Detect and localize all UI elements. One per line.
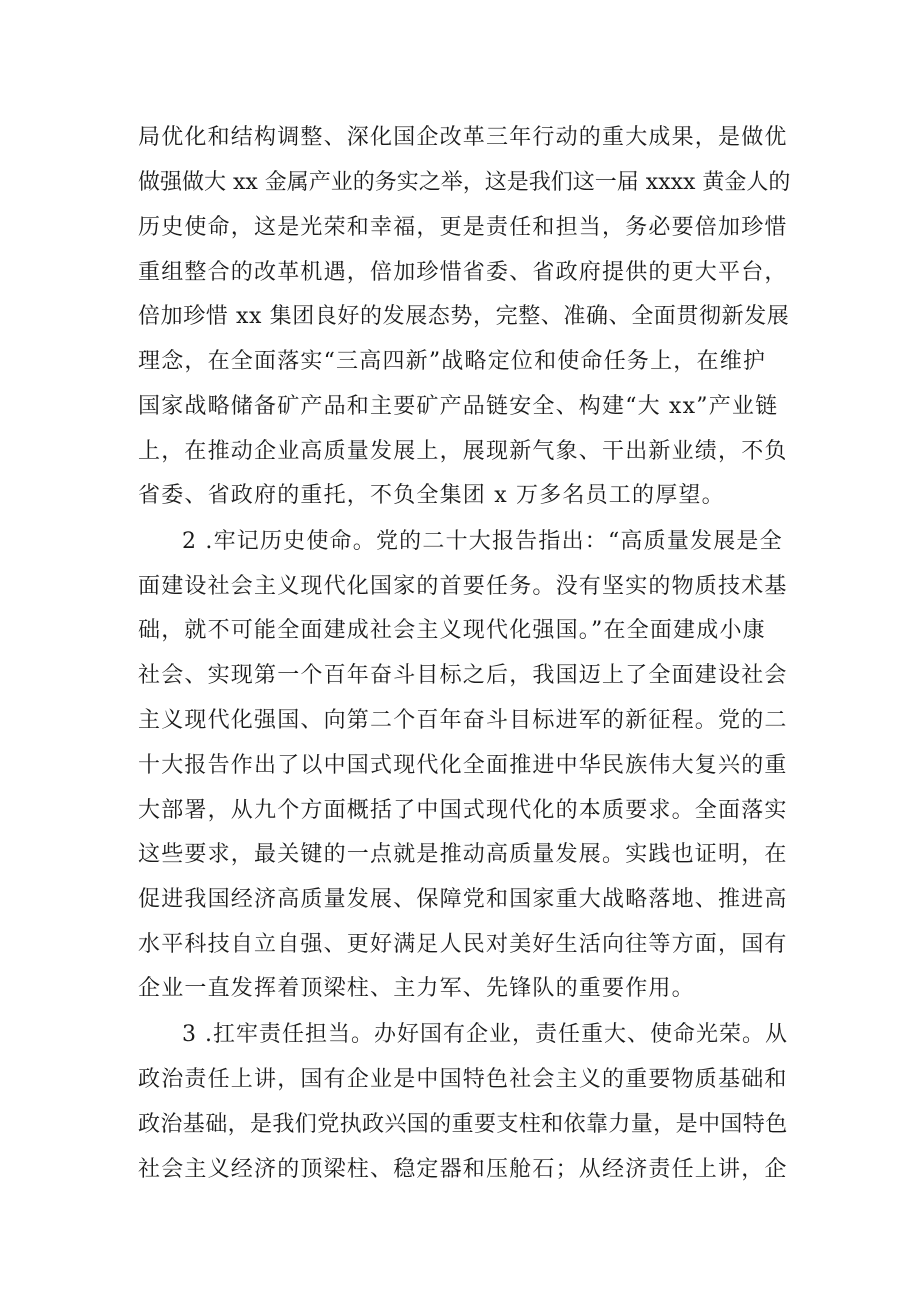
paragraph-3-line-2: 政治责任上讲，国有企业是中国特色社会主义的重要物质基础和 [138,1067,788,1092]
document-body [138,0,790,1301]
paragraph-3-line-4: 社会主义经济的顶梁柱、稳定器和压舱石；从经济责任上讲，企 [138,1157,788,1182]
paragraph-2-line-1: 2 .牢记历史使命。党的二十大报告指出：“高质量发展是全 [182,529,783,554]
paragraph-2-line-6: 十大报告作出了以中国式现代化全面推进中华民族伟大复兴的重 [138,753,788,778]
paragraph-2-line-2: 面建设社会主义现代化国家的首要任务。没有坚实的物质技术基 [138,574,788,599]
paragraph-2-line-11: 企业一直发挥着顶梁柱、主力军、先锋队的重要作用。 [138,976,695,1001]
paragraph-1-line-2: 做强做大 xx 金属产业的务实之举，这是我们这一届 xxxx 黄金人的 [138,170,791,195]
paragraph-1-line-7: 国家战略储备矿产品和主要矿产品链安全、构建“大 xx”产业链 [138,394,779,419]
paragraph-3-line-1: 3 .扛牢责任担当。办好国有企业，责任重大、使命光荣。从 [182,1022,788,1047]
paragraph-1-line-5: 倍加珍惜 xx 集团良好的发展态势，完整、准确、全面贯彻新发展 [138,304,790,329]
paragraph-1-line-9: 省委、省政府的重托，不负全集团 x 万多名员工的厚望。 [138,483,725,508]
paragraph-1-line-4: 重组整合的改革机遇，倍加珍惜省委、省政府提供的更大平台， [138,260,788,285]
paragraph-2-line-4: 社会、实现第一个百年奋斗目标之后，我国迈上了全面建设社会 [138,663,788,688]
paragraph-2-line-10: 水平科技自立自强、更好满足人民对美好生活向往等方面，国有 [138,932,788,957]
paragraph-2-line-9: 促进我国经济高质量发展、保障党和国家重大战略落地、推进高 [138,887,788,912]
paragraph-2-line-5: 主义现代化强国、向第二个百年奋斗目标进军的新征程。党的二 [138,708,788,733]
paragraph-2-line-8: 这些要求，最关键的一点就是推动高质量发展。实践也证明，在 [138,842,788,867]
paragraph-2-line-7: 大部署，从九个方面概括了中国式现代化的本质要求。全面落实 [138,798,788,823]
paragraph-1-line-6: 理念，在全面落实“三高四新”战略定位和使命任务上，在维护 [138,349,767,374]
paragraph-3-line-3: 政治基础，是我们党执政兴国的重要支柱和依靠力量，是中国特色 [138,1112,788,1137]
paragraph-1-line-1: 局优化和结构调整、深化国企改革三年行动的重大成果，是做优 [138,125,788,150]
paragraph-1-line-3: 历史使命，这是光荣和幸福，更是责任和担当，务必要倍加珍惜 [138,215,788,240]
paragraph-1-line-8: 上，在推动企业高质量发展上，展现新气象、干出新业绩，不负 [138,439,788,464]
paragraph-2-line-3: 础，就不可能全面建成社会主义现代化强国。”在全面建成小康 [138,618,766,643]
